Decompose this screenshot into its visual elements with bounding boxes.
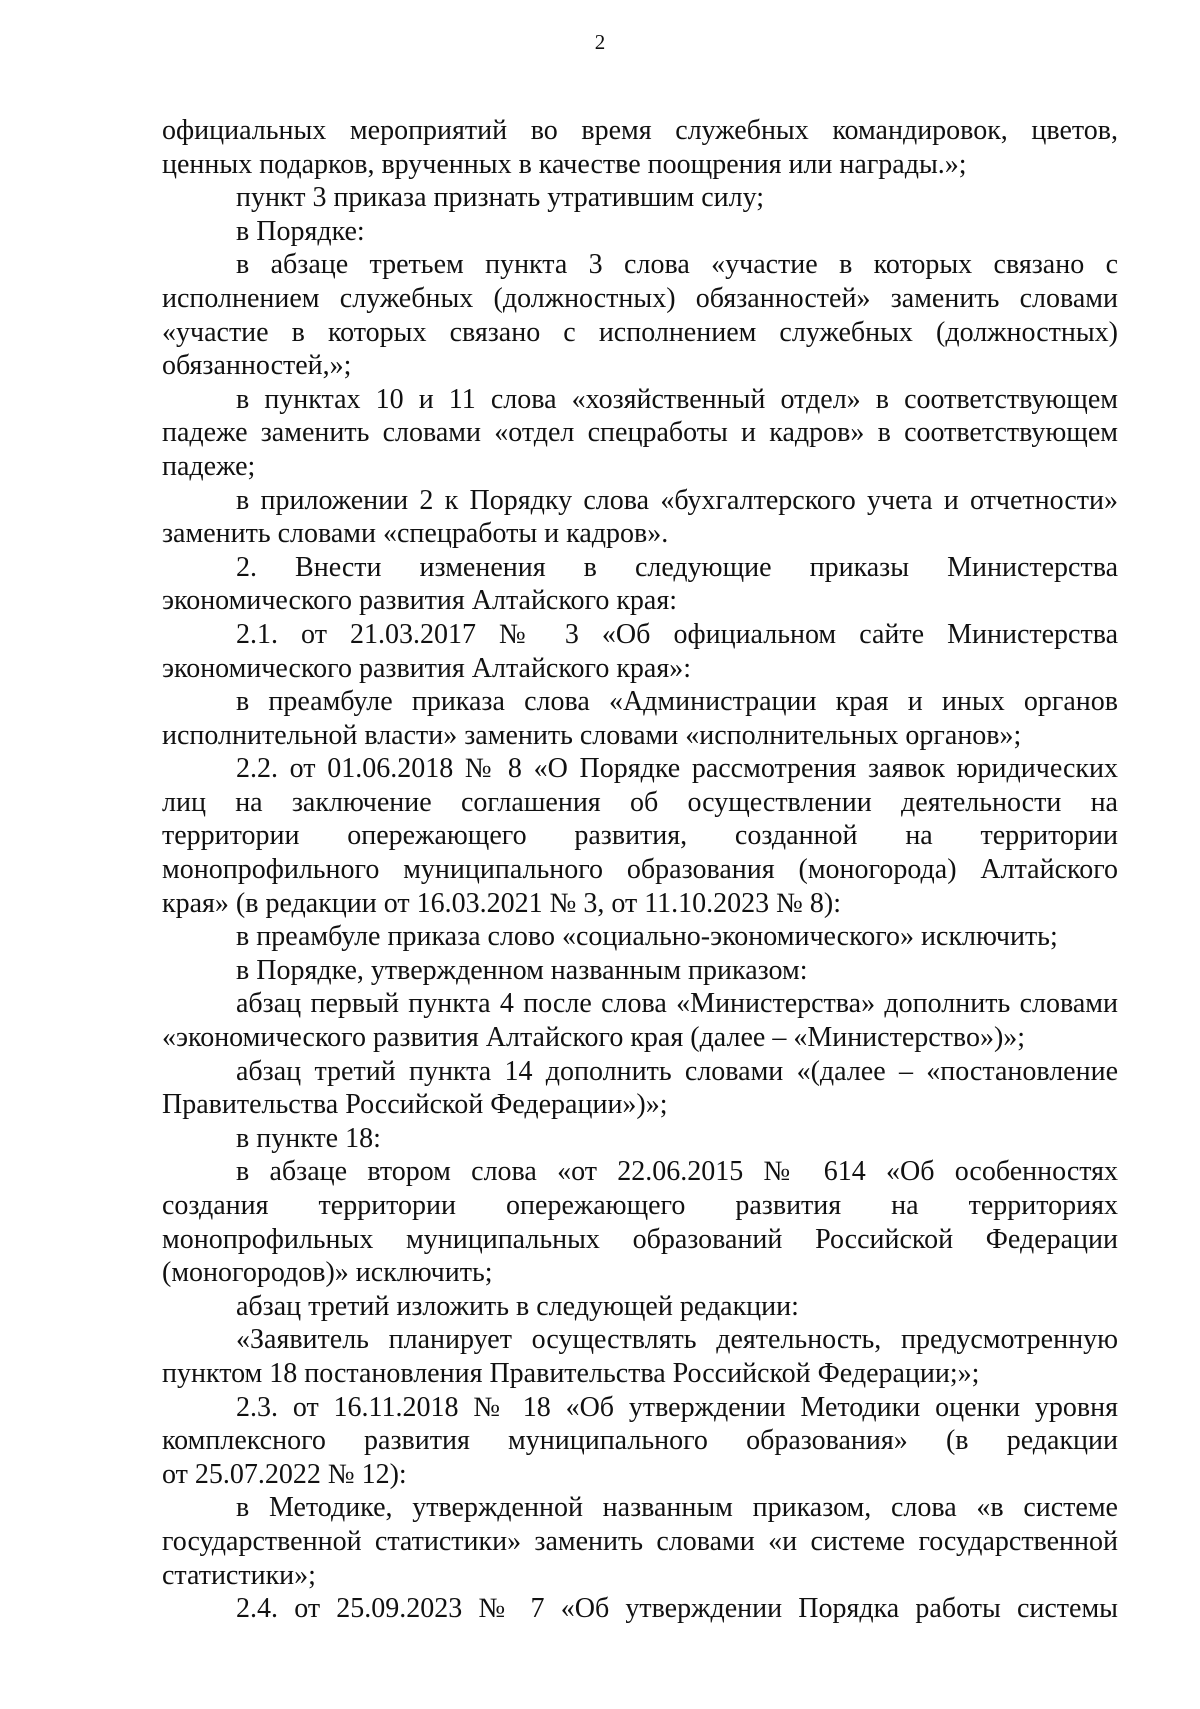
text-line: официальных мероприятий во время служебных командировок, цветов,: [162, 115, 1118, 146]
text-line: в пункте 18:: [236, 1122, 381, 1154]
text-line: «Заявитель планирует осуществлять деятельность, предусмотренную: [236, 1324, 1118, 1356]
text-line: экономического развития Алтайского края»:: [162, 652, 692, 684]
text-line: абзац первый пункта 4 после слова «Министерства» дополнить словами: [236, 988, 1118, 1020]
text-line: в абзаце втором слова «от 22.06.2015 № 614 «Об особенностях: [236, 1156, 1118, 1188]
text-line: в абзаце третьем пункта 3 слова «участие в которых связано с: [236, 249, 1118, 281]
text-line: ценных подарков, врученных в качестве поощрения или награды.»;: [162, 148, 967, 180]
text-line: в пунктах 10 и 11 слова «хозяйственный отдел» в соответствующем: [236, 383, 1118, 415]
text-line: монопрофильных муниципальных образований Российской Федерации: [162, 1223, 1118, 1255]
page-number: 2: [594, 30, 606, 54]
text-line: комплексного развития муниципального образования» (в редакции: [162, 1425, 1118, 1457]
text-line: создания территории опережающего развития на территориях: [162, 1190, 1118, 1221]
text-line: в Порядке:: [236, 215, 365, 247]
text-line: «экономического развития Алтайского края (далее – «Министерство»)»;: [162, 1022, 1026, 1054]
text-line: 2.2. от 01.06.2018 № 8 «О Порядке рассмотрения заявок юридических: [236, 753, 1118, 785]
text-line: лиц на заключение соглашения об осуществлении деятельности на: [162, 786, 1118, 818]
text-line: в преамбуле приказа слова «Администрации края и иных органов: [236, 686, 1118, 718]
text-line: в Порядке, утвержденном названным приказом:: [236, 954, 808, 986]
text-line: 2.1. от 21.03.2017 № 3 «Об официальном сайте Министерства: [236, 618, 1118, 650]
text-line: от 25.07.2022 № 12):: [162, 1458, 407, 1490]
text-line: обязанностей,»;: [162, 350, 352, 382]
text-line: исполнительной власти» заменить словами «исполнительных органов»;: [162, 719, 1022, 751]
text-line: Правительства Российской Федерации»)»;: [162, 1089, 668, 1121]
text-line: исполнением служебных (должностных) обязанностей» заменить словами: [162, 282, 1118, 314]
text-line: территории опережающего развития, созданной на территории: [162, 820, 1118, 852]
text-line: 2. Внести изменения в следующие приказы Министерства: [236, 551, 1118, 583]
text-line: падеже;: [162, 450, 256, 482]
text-line: «участие в которых связано с исполнением служебных (должностных): [162, 316, 1118, 348]
text-line: экономического развития Алтайского края:: [162, 585, 678, 617]
text-line: заменить словами «спецработы и кадров».: [162, 518, 669, 550]
text-line: государственной статистики» заменить словами «и системе государственной: [162, 1525, 1118, 1557]
text-line: (моногородов)» исключить;: [162, 1257, 493, 1289]
text-line: монопрофильного муниципального образования (моногорода) Алтайского: [162, 854, 1118, 886]
text-line: статистики»;: [162, 1559, 316, 1591]
text-line: в Методике, утвержденной названным приказом, слова «в системе: [236, 1492, 1118, 1524]
document-body: [162, 114, 1118, 1626]
text-line: 2.4. от 25.09.2023 № 7 «Об утверждении Порядка работы системы: [236, 1593, 1118, 1625]
text-line: абзац третий пункта 14 дополнить словами «(далее – «постановление: [236, 1055, 1118, 1087]
text-line: абзац третий изложить в следующей редакции:: [236, 1290, 799, 1322]
text-line: пунктом 18 постановления Правительства Российской Федерации;»;: [162, 1357, 980, 1389]
text-line: 2.3. от 16.11.2018 № 18 «Об утверждении Методики оценки уровня: [236, 1391, 1118, 1423]
text-line: в преамбуле приказа слово «социально-экономического» исключить;: [236, 921, 1058, 953]
text-line: падеже заменить словами «отдел спецработы и кадров» в соответствующем: [162, 417, 1118, 449]
text-line: в приложении 2 к Порядку слова «бухгалтерского учета и отчетности»: [236, 484, 1118, 516]
text-line: края» (в редакции от 16.03.2021 № 3, от 11.10.2023 № 8):: [162, 887, 841, 919]
text-line: пункт 3 приказа признать утратившим силу;: [236, 182, 765, 214]
